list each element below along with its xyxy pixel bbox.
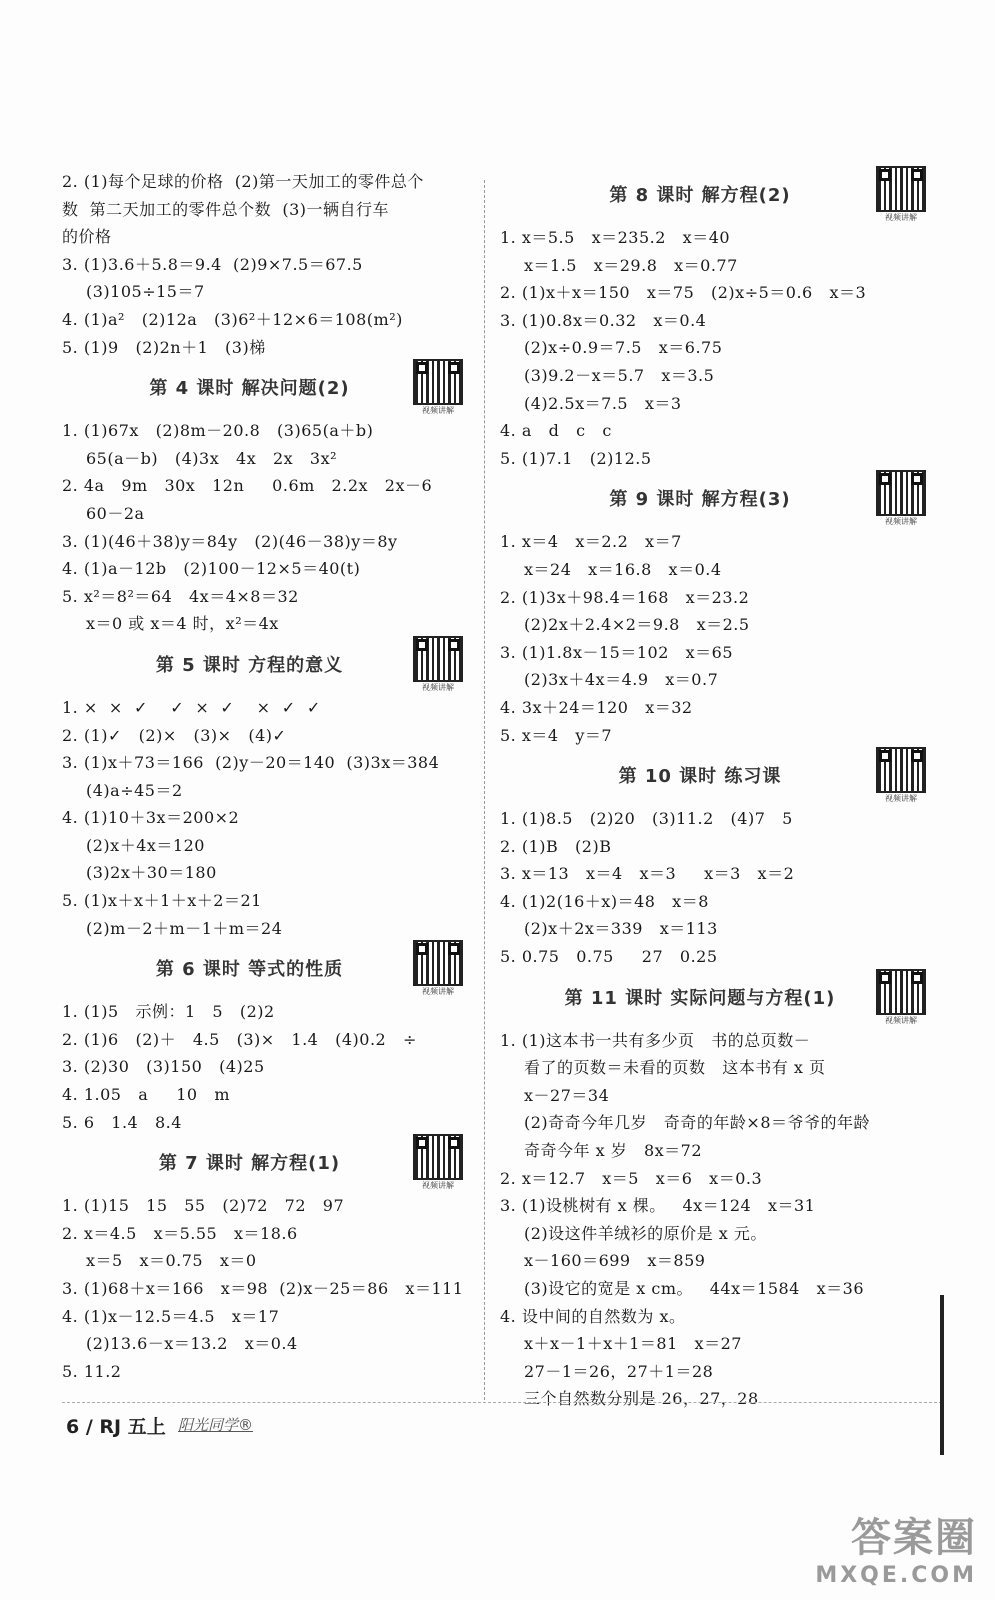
qr-pattern — [876, 166, 926, 212]
answer-line: 4. (1)a－12b (2)100－12×5＝40(t) — [62, 559, 361, 579]
answer-line: 1. (1)15 15 55 (2)72 72 97 — [62, 1196, 345, 1216]
qr-code-icon[interactable] — [413, 1134, 463, 1191]
section-title: 第 7 课时 解方程(1) — [158, 1153, 341, 1175]
qr-pattern — [876, 747, 926, 793]
answer-line: (4)2.5x＝7.5 x＝3 — [524, 393, 682, 413]
section-heading — [62, 638, 467, 694]
answer-line: 2. 4a 9m 30x 12n 0.6m 2.2x 2x－6 — [62, 476, 433, 496]
section-title: 第 4 课时 解决问题(2) — [149, 378, 350, 400]
answer-line: (2)3x＋4x＝4.9 x＝0.7 — [524, 670, 719, 690]
answer-line: 4. 设中间的自然数为 x。 — [500, 1306, 686, 1326]
qr-code-icon[interactable] — [876, 747, 926, 804]
answer-line: 3. (1)0.8x＝0.32 x＝0.4 — [500, 310, 707, 330]
qr-label: 视频讲解 — [885, 794, 917, 804]
answer-line: 数 第二天加工的零件总个数 (3)一辆自行车 — [62, 199, 390, 219]
qr-code-icon[interactable] — [876, 969, 926, 1026]
qr-label: 视频讲解 — [885, 213, 917, 222]
section-heading — [62, 361, 467, 417]
section-title: 第 10 课时 练习课 — [618, 766, 782, 788]
answer-line: (3)9.2－x＝5.7 x＝3.5 — [524, 365, 715, 385]
edge-bar — [940, 1295, 944, 1455]
page-footer: 6 / RJ 五上 — [66, 1416, 166, 1438]
answer-line: x＝5 x＝0.75 x＝0 — [86, 1251, 257, 1271]
answer-line: 1. (1)67x (2)8m－20.8 (3)65(a＋b) — [62, 421, 374, 441]
qr-code-icon[interactable] — [876, 470, 926, 527]
answer-line: (2)x÷0.9＝7.5 x＝6.75 — [524, 338, 723, 358]
answer-line: 4. (1)2(16＋x)＝48 x＝8 — [500, 891, 709, 911]
qr-code-icon[interactable] — [876, 166, 926, 223]
right-column — [500, 168, 930, 1413]
answer-line: 2. (1)B (2)B — [500, 836, 612, 856]
answer-line: (3)105÷15＝7 — [86, 282, 205, 302]
answer-line: x－27＝34 — [524, 1085, 610, 1105]
answer-line: (2)设这件羊绒衫的原价是 x 元。 — [524, 1223, 767, 1243]
answer-line: x＝0 或 x＝4 时，x²＝4x — [86, 614, 279, 634]
answer-line: 1. x＝5.5 x＝235.2 x＝40 — [500, 228, 731, 247]
qr-code-icon[interactable] — [413, 359, 463, 416]
answer-line: x＝24 x＝16.8 x＝0.4 — [524, 559, 722, 579]
answer-line: 1. (1)这本书一共有多少页 书的总页数－ — [500, 1030, 811, 1050]
answer-line: 5. (1)9 (2)2n＋1 (3)梯 — [62, 337, 266, 357]
answer-line: (4)a÷45＝2 — [86, 780, 183, 800]
answer-line: 的价格 — [62, 227, 112, 247]
answer-line: 4. (1)x－12.5＝4.5 x＝17 — [62, 1306, 280, 1326]
section-heading — [500, 749, 930, 805]
answer-line: (2)x＋4x＝120 — [86, 835, 205, 855]
answer-line: 3. (1)x＋73＝166 (2)y－20＝140 (3)3x＝384 — [62, 753, 440, 773]
left-column — [62, 168, 467, 1385]
answer-line: 3. (1)3.6＋5.8＝9.4 (2)9×7.5＝67.5 — [62, 254, 363, 274]
qr-code-icon[interactable] — [413, 940, 463, 997]
qr-pattern — [413, 940, 463, 986]
answer-line: 3. (1)1.8x－15＝102 x＝65 — [500, 642, 734, 662]
answer-line: 5. (1)x＋x＋1＋x＋2＝21 — [62, 891, 262, 911]
answer-line: 1. (1)8.5 (2)20 (3)11.2 (4)7 5 — [500, 809, 793, 829]
answer-line: 5. x＝4 y＝7 — [500, 725, 613, 745]
qr-pattern — [413, 636, 463, 682]
answer-line: (3)2x＋30＝180 — [86, 863, 217, 883]
answer-line: x－160＝699 x＝859 — [524, 1251, 706, 1271]
answer-line: 4. (1)a² (2)12a (3)6²＋12×6＝108(m²) — [62, 309, 403, 329]
answer-line: 5. 11.2 — [62, 1361, 122, 1381]
qr-label: 视频讲解 — [885, 1015, 917, 1025]
footer-rule — [62, 1402, 942, 1403]
section-title: 第 5 课时 方程的意义 — [155, 654, 344, 676]
answer-line: 2. (1)✓ (2)× (3)× (4)✓ — [62, 725, 287, 745]
answer-line: 3. x＝13 x＝4 x＝3 x＝3 x＝2 — [500, 864, 795, 884]
answer-line: 3. (1)设桃树有 x 棵。 4x＝124 x＝31 — [500, 1196, 816, 1216]
section-title: 第 11 课时 实际问题与方程(1) — [564, 987, 836, 1009]
answer-line: 5. (1)7.1 (2)12.5 — [500, 448, 652, 468]
answer-line: 2. (1)6 (2)＋ 4.5 (3)× 1.4 (4)0.2 ÷ — [62, 1029, 417, 1049]
answer-line: 5. 0.75 0.75 27 0.25 — [500, 947, 718, 967]
section-heading — [500, 472, 930, 528]
section-heading — [500, 168, 930, 224]
answer-line: (3)设它的宽是 x cm。 44x＝1584 x＝36 — [524, 1279, 864, 1298]
column-divider — [484, 180, 485, 1400]
answer-line: 2. (1)每个足球的价格 (2)第一天加工的零件总个 — [62, 172, 424, 191]
answer-line: (2)x＋2x＝339 x＝113 — [524, 919, 718, 939]
answer-line: (2)m－2＋m－1＋m＝24 — [86, 918, 283, 938]
answer-line: 5. 6 1.4 8.4 — [62, 1112, 182, 1132]
answer-line: 27－1＝26，27＋1＝28 — [524, 1361, 714, 1381]
answer-line: 2. (1)3x＋98.4＝168 x＝23.2 — [500, 587, 750, 607]
answer-line: 三个自然数分别是 26，27，28 — [524, 1389, 759, 1409]
answer-line: (2)奇奇今年几岁 奇奇的年龄×8＝爷爷的年龄 — [524, 1113, 871, 1133]
section-heading — [500, 971, 930, 1027]
qr-pattern — [413, 1134, 463, 1180]
answer-line: 看了的页数＝未看的页数 这本书有 x 页 — [524, 1058, 826, 1078]
answer-line: 5. x²＝8²＝64 4x＝4×8＝32 — [62, 586, 299, 606]
answer-line: 1. x＝4 x＝2.2 x＝7 — [500, 532, 682, 552]
answer-line: 4. a d c c — [500, 421, 612, 441]
section-title: 第 6 课时 等式的性质 — [155, 959, 344, 981]
answer-line: (2)13.6－x＝13.2 x＝0.4 — [86, 1334, 298, 1354]
answer-line: 1. × × ✓ ✓ × ✓ × ✓ ✓ — [62, 697, 321, 717]
answer-line: 奇奇今年 x 岁 8x＝72 — [524, 1141, 703, 1161]
answer-line: 2. x＝12.7 x＝5 x＝6 x＝0.3 — [500, 1168, 763, 1188]
answer-line: (2)2x＋2.4×2＝9.8 x＝2.5 — [524, 615, 750, 635]
brand-logo: 阳光同学® — [178, 1416, 254, 1434]
answer-line: 4. 1.05 a 10 m — [62, 1085, 230, 1105]
qr-pattern — [413, 359, 463, 405]
watermark-url: MXQE.COM — [815, 1563, 977, 1588]
section-title: 第 8 课时 解方程(2) — [609, 185, 791, 206]
section-heading — [62, 942, 467, 998]
qr-label: 视频讲解 — [422, 987, 454, 997]
section-heading — [62, 1136, 467, 1192]
qr-label: 视频讲解 — [422, 682, 454, 692]
answer-line: 65(a－b) (4)3x 4x 2x 3x² — [86, 448, 338, 468]
qr-pattern — [876, 470, 926, 516]
answer-line: 3. (1)(46＋38)y＝84y (2)(46－38)y＝8y — [62, 531, 398, 551]
answer-line: 3. (1)68＋x＝166 x＝98 (2)x－25＝86 x＝111 — [62, 1279, 464, 1298]
section-title: 第 9 课时 解方程(3) — [609, 489, 791, 511]
answer-line: x＋x－1＋x＋1＝81 x＝27 — [524, 1334, 742, 1354]
answer-line: 2. (1)x＋x＝150 x＝75 (2)x÷5＝0.6 x＝3 — [500, 283, 867, 303]
answer-line: 60－2a — [86, 503, 145, 523]
qr-label: 视频讲解 — [885, 517, 917, 527]
answer-line: 4. (1)10＋3x＝200×2 — [62, 808, 240, 828]
answer-line: x＝1.5 x＝29.8 x＝0.77 — [524, 255, 738, 275]
qr-label: 视频讲解 — [422, 1181, 454, 1191]
qr-label: 视频讲解 — [422, 406, 454, 416]
qr-code-icon[interactable] — [413, 636, 463, 693]
answer-line: 4. 3x＋24＝120 x＝32 — [500, 697, 693, 717]
watermark — [815, 1506, 977, 1588]
answer-line: 3. (2)30 (3)150 (4)25 — [62, 1057, 265, 1077]
answer-line: 1. (1)5 示例：1 5 (2)2 — [62, 1002, 275, 1022]
watermark-title: 答案圈 — [851, 1515, 977, 1561]
answer-line: 2. x＝4.5 x＝5.55 x＝18.6 — [62, 1223, 298, 1243]
qr-pattern — [876, 969, 926, 1015]
